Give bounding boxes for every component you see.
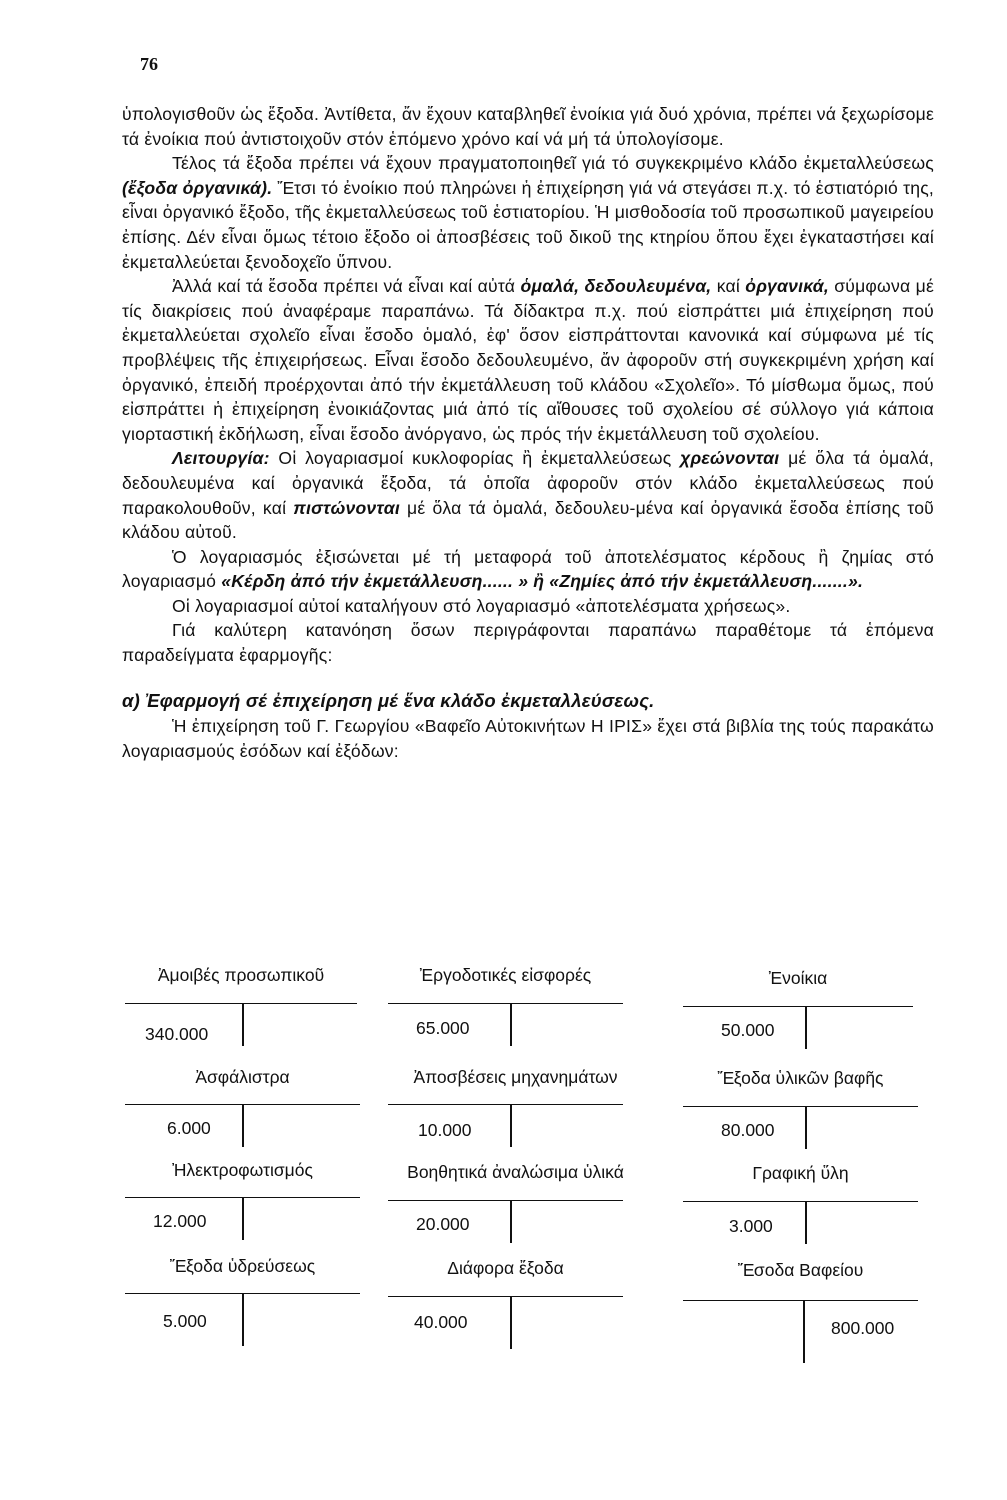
account-divider xyxy=(683,1106,918,1107)
t-account xyxy=(125,1160,360,1240)
account-split xyxy=(510,1004,512,1046)
account-name: Ἐνοίκια xyxy=(768,968,828,988)
body-text xyxy=(122,102,934,763)
paragraph-4: Λειτουργία: Οἱ λογαριασμοί κυκλοφορίας ἢ ἐκμεταλλεύσεως χρεώνονται μέ ὅλα τά ὁμαλά, δεδουλευμένα καί ὀργανικά ἔξοδα, τά ὁποῖα ἀφοροῦν στόν κλάδο ἐκμεταλλεύσεως πού παρακολουθοῦν, καί πιστώνονται μέ ὅλα τά ὁμαλά, δεδουλευ-μένα καί ὀργανικά ἔσοδα ἐπίσης τοῦ κλάδου αὐτοῦ. xyxy=(122,448,935,543)
account-amount: 80.000 xyxy=(721,1120,775,1140)
account-name: Ἀσφάλιστρα xyxy=(195,1067,290,1087)
paragraph-6: Οἱ λογαριασμοί αὐτοί καταλήγουν στό λογαριασμό «ἀποτελέσματα χρήσεως». xyxy=(172,595,791,616)
paragraph-8: Ἡ ἐπιχείρηση τοῦ Γ. Γεωργίου «Βαφεῖο Αὐτοκινήτων Η ΙΡΙΣ» ἔχει στά βιβλία της τούς παρακάτω λογαριασμούς ἐσόδων καί ἐξόδων: xyxy=(122,716,934,761)
account-amount: 20.000 xyxy=(416,1214,470,1234)
account-split xyxy=(242,1105,244,1147)
t-account xyxy=(388,1258,623,1348)
page-number: 76 xyxy=(140,54,158,74)
paragraph-3: Ἀλλά καί τά ἔσοδα πρέπει νά εἶναι καί αὐτά ὁμαλά, δεδουλευμένα, καί ὀργανικά, σύμφωνα μέ τίς διακρίσεις πού ἀναφέραμε παραπάνω. Τά δίδακτρα π.χ. πού εἰσπράττει μιά ἐπιχείρηση πού ἐκμεταλλεύεται σχολεῖο εἶναι ἔσοδο ὁμαλό, ἐφ' ὅσον εἰσπράττονται κανονικά καί σύμφωνα μέ τίς προβλέψεις τῆς ἐπιχειρήσεως. Εἶναι ἔσοδο δεδουλευμένο, ἄν ἀφοροῦν στή συγκεκριμένη χρήση καί ὀργανικό, ἐπειδή προέρχονται ἀπό τήν ἐκμετάλλευση τοῦ κλάδου «Σχολεῖο». Τό μίσθωμα ὅμως, πού εἰσπράττει ἡ ἐπιχείρηση ἐνοικιάζοντας μιά ἀπό τίς αἴθουσες τοῦ σχολείου σέ σύλλογο γιά κάποια γιορταστική ἐκδήλωση, εἶναι ἔσοδο ἀνόργανο, ὡς πρός τήν ἐκμετάλλευση τοῦ σχολείου. xyxy=(122,276,934,444)
account-split xyxy=(510,1297,512,1349)
account-amount: 12.000 xyxy=(153,1211,207,1231)
account-split xyxy=(803,1301,805,1363)
t-account xyxy=(125,965,357,1045)
account-split xyxy=(805,1007,807,1049)
account-divider xyxy=(683,1201,918,1202)
account-name: Ἔξοδα ὑλικῶν βαφῆς xyxy=(717,1068,884,1088)
account-name: Ἠλεκτροφωτισμός xyxy=(172,1160,313,1180)
t-account xyxy=(388,1162,643,1242)
account-divider xyxy=(388,1200,623,1201)
account-divider xyxy=(683,1300,918,1301)
emphasis: ὀργανικά, xyxy=(745,276,829,297)
paragraph-2: Τέλος τά ἔξοδα πρέπει νά ἔχουν πραγματοποιηθεῖ γιά τό συγκεκριμένο κλάδο ἐκμεταλλεύσεως (ἔξοδα ὀργανικά). Ἔτσι τό ἐνοίκιο πού πληρώνει ἡ ἐπιχείρηση γιά νά στεγάσει π.χ. τό ἑστιατόριό της, εἶναι ὀργανικό ἔξοδο, τῆς ἐκμεταλλεύσεως τοῦ ἑστιατορίου. Ἡ μισθοδοσία τοῦ προσωπικοῦ μαγειρείου ἐπίσης. Δέν εἶναι ὅμως τέτοιο ἔξοδο οἱ ἀποσβέσεις τοῦ δικοῦ της κτηρίου ὅπου ἔχει ἐγκαταστήσει καί ἐκμεταλλεύεται ξενοδοχεῖο ὕπνου. xyxy=(122,153,935,272)
t-account xyxy=(388,965,623,1045)
emphasis: χρεώνονται xyxy=(680,448,780,469)
account-name: Ἔξοδα ὑδρεύσεως xyxy=(169,1256,316,1276)
account-amount: 50.000 xyxy=(721,1020,775,1040)
account-name: Γραφική ὕλη xyxy=(752,1163,849,1183)
account-split xyxy=(242,1198,244,1240)
account-split xyxy=(510,1201,512,1243)
emphasis: ὁμαλά, δεδουλευμένα, xyxy=(520,276,712,297)
account-name: Ἀποσβέσεις μηχανημάτων xyxy=(413,1067,618,1087)
t-account xyxy=(125,1256,360,1346)
account-amount: 800.000 xyxy=(831,1318,895,1338)
account-divider xyxy=(683,1006,913,1007)
account-amount: 3.000 xyxy=(729,1216,773,1236)
paragraph-5: Ὁ λογαριασμός ἐξισώνεται μέ τή μεταφορά τοῦ ἀποτελέσματος κέρδους ἢ ζημίας στό λογαριασμό «Κέρδη ἀπό τήν ἐκμετάλλευση...... » ἢ «Ζημίες ἀπό τήν ἐκμετάλλευση.......». xyxy=(122,546,934,592)
account-divider xyxy=(388,1104,623,1105)
t-account xyxy=(388,1067,643,1147)
account-name: Ἐργοδοτικές εἰσφορές xyxy=(419,965,592,985)
account-split xyxy=(242,1004,244,1046)
account-name: Ἔσοδα Βαφείου xyxy=(737,1260,864,1280)
emphasis: πιστώνονται xyxy=(293,497,400,518)
section-heading: α) Ἐφαρμογή σέ ἐπιχείρηση μέ ἕνα κλάδο ἐκμεταλλεύσεως. xyxy=(122,689,655,711)
paragraph-1: ὑπολογισθοῦν ὡς ἔξοδα. Ἀντίθετα, ἄν ἔχουν καταβληθεῖ ἐνοίκια γιά δυό χρόνια, πρέπει νά ξεχωρίσομε τά ἐνοίκια πού ἀντιστοιχοῦν στόν ἑπόμενο χρόνο καί νά μή τά ὑπολογίσομε. xyxy=(122,104,934,149)
account-amount: 340.000 xyxy=(145,1024,209,1044)
account-amount: 6.000 xyxy=(167,1118,211,1138)
account-divider xyxy=(388,1003,623,1004)
account-name: Διάφορα ἔξοδα xyxy=(447,1258,564,1278)
account-amount: 65.000 xyxy=(416,1018,470,1038)
t-account xyxy=(683,968,913,1048)
t-account xyxy=(125,1067,360,1147)
account-amount: 5.000 xyxy=(163,1311,207,1331)
emphasis: «Κέρδη ἀπό τήν ἐκμετάλλευση...... » ἢ «Ζημίες ἀπό τήν ἐκμετάλλευση.......». xyxy=(221,571,864,592)
account-name: Βοηθητικά ἀναλώσιμα ὑλικά xyxy=(407,1162,624,1182)
account-divider xyxy=(388,1296,623,1297)
account-split xyxy=(242,1294,244,1346)
emphasis: (ἔξοδα ὀργανικά). xyxy=(122,177,273,198)
account-split xyxy=(805,1107,807,1149)
t-account xyxy=(683,1260,918,1375)
account-amount: 40.000 xyxy=(414,1312,468,1332)
account-name: Ἀμοιβές προσωπικοῦ xyxy=(157,965,325,985)
t-account xyxy=(683,1163,918,1243)
account-divider xyxy=(125,1003,357,1004)
account-split xyxy=(805,1202,807,1244)
account-amount: 10.000 xyxy=(418,1120,472,1140)
account-split xyxy=(510,1105,512,1147)
t-account xyxy=(683,1068,918,1148)
emphasis: Λειτουργία: xyxy=(172,448,270,469)
paragraph-7: Γιά καλύτερη κατανόηση ὅσων περιγράφονται παραπάνω παραθέτομε τά ἑπόμενα παραδείγματα ἐφαρμογῆς: xyxy=(122,620,934,666)
